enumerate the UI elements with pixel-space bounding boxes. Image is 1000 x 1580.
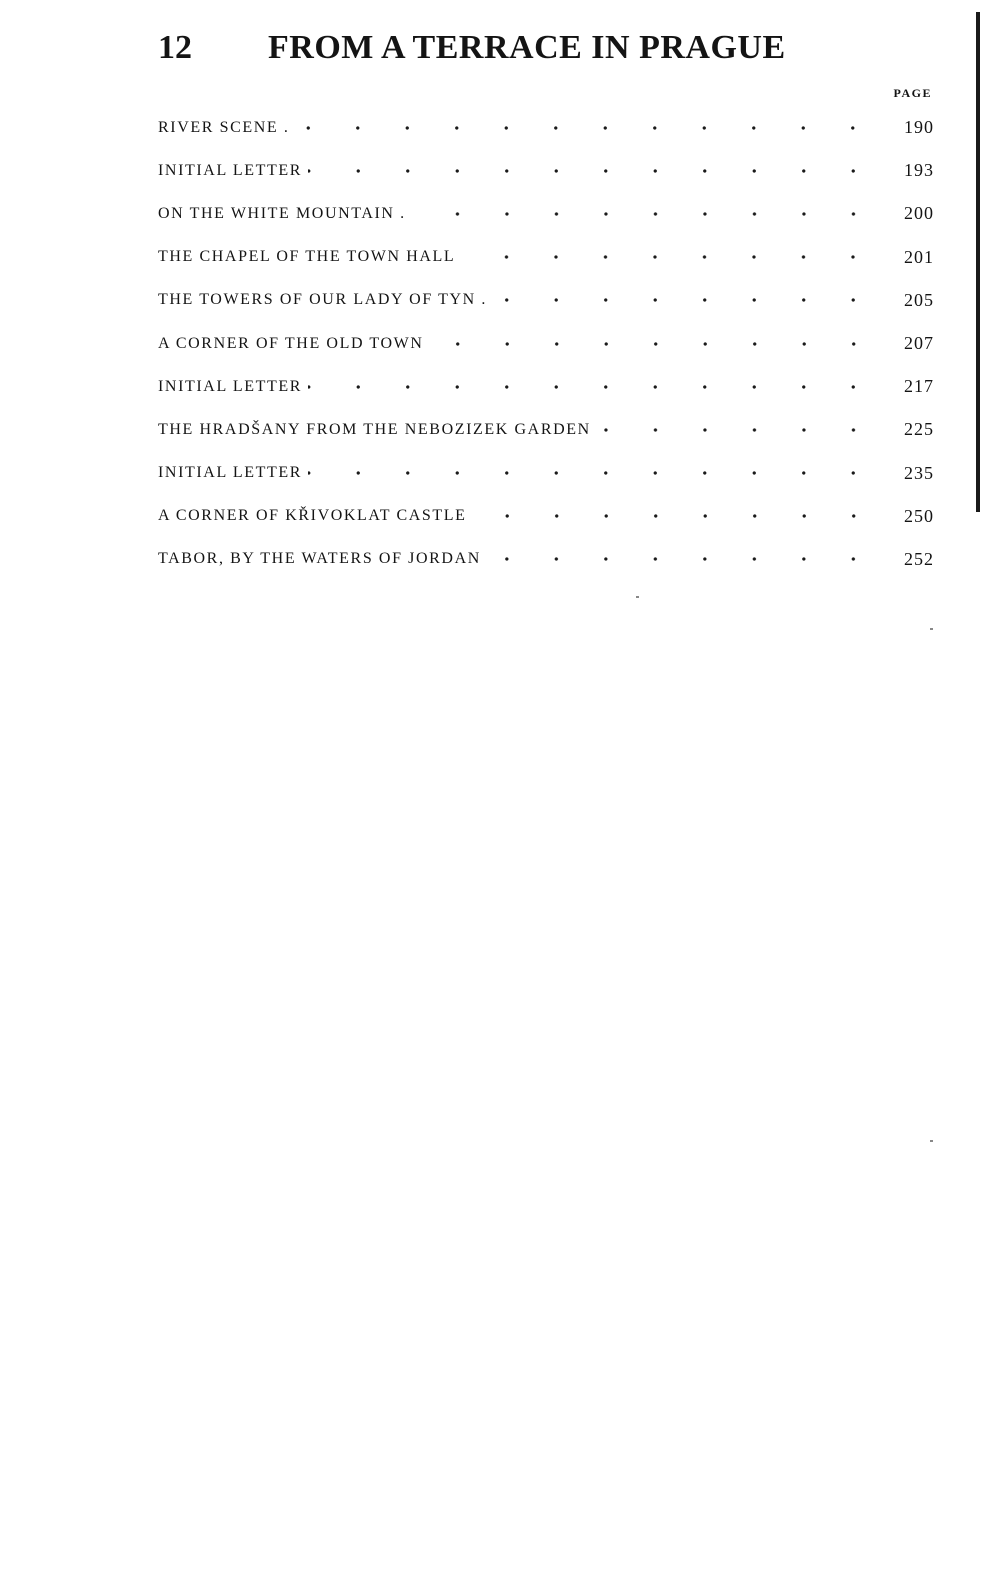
- entry-page-number: 252: [904, 548, 934, 569]
- print-speck: [930, 628, 933, 630]
- dot-leader: [412, 204, 878, 224]
- page-column-label: PAGE: [893, 86, 932, 100]
- entry-page-number: 250: [904, 505, 934, 526]
- dot-leader: [308, 377, 878, 397]
- toc-entry: [158, 279, 934, 322]
- entry-title: ON THE WHITE MOUNTAIN .: [158, 205, 412, 223]
- entry-title: TABOR, BY THE WATERS OF JORDAN: [158, 550, 487, 568]
- entry-page-number: 225: [904, 419, 934, 440]
- entry-page-number: 207: [904, 333, 934, 354]
- dot-leader: [493, 290, 878, 310]
- toc-entry: [158, 408, 934, 451]
- toc-entry: [158, 365, 934, 408]
- entry-title: INITIAL LETTER: [158, 464, 308, 482]
- entry-page-number: 235: [904, 462, 934, 483]
- dot-leader: [597, 420, 878, 440]
- page-number: 12: [158, 29, 192, 66]
- entry-title: A CORNER OF THE OLD TOWN: [158, 335, 430, 353]
- dot-leader: [295, 118, 878, 138]
- print-speck: [930, 1140, 933, 1142]
- entry-page-number: 217: [904, 376, 934, 397]
- dot-leader: [487, 549, 878, 569]
- toc-entry: [158, 192, 934, 235]
- dot-leader: [461, 247, 878, 267]
- entry-page-number: 205: [904, 289, 934, 310]
- toc-entry: [158, 495, 934, 538]
- entry-title: A CORNER OF KŘIVOKLAT CASTLE: [158, 507, 473, 525]
- entry-page-number: 200: [904, 203, 934, 224]
- entry-title: THE HRADŠANY FROM THE NEBOZIZEK GARDEN: [158, 421, 597, 439]
- entry-page-number: 190: [904, 117, 934, 138]
- entry-title: THE TOWERS OF OUR LADY OF TYN .: [158, 291, 493, 309]
- running-head: [158, 28, 838, 68]
- toc-entry: [158, 236, 934, 279]
- entry-page-number: 193: [904, 160, 934, 181]
- dot-leader: [308, 463, 878, 483]
- dot-leader: [473, 506, 878, 526]
- entry-page-number: 201: [904, 246, 934, 267]
- entry-title: THE CHAPEL OF THE TOWN HALL: [158, 248, 461, 266]
- dot-leader: [308, 161, 878, 181]
- toc-entry: [158, 149, 934, 192]
- entry-title: RIVER SCENE .: [158, 119, 295, 137]
- toc-entry: [158, 538, 934, 581]
- print-speck: [636, 596, 639, 598]
- entry-title: INITIAL LETTER: [158, 162, 308, 180]
- toc-entry: [158, 322, 934, 365]
- entry-title: INITIAL LETTER: [158, 378, 308, 396]
- dot-leader: [430, 334, 878, 354]
- illustrations-list: [158, 106, 934, 581]
- toc-entry: [158, 106, 934, 149]
- toc-entry: [158, 452, 934, 495]
- book-title: FROM A TERRACE IN PRAGUE: [268, 29, 786, 66]
- page-edge-rule: [976, 12, 980, 512]
